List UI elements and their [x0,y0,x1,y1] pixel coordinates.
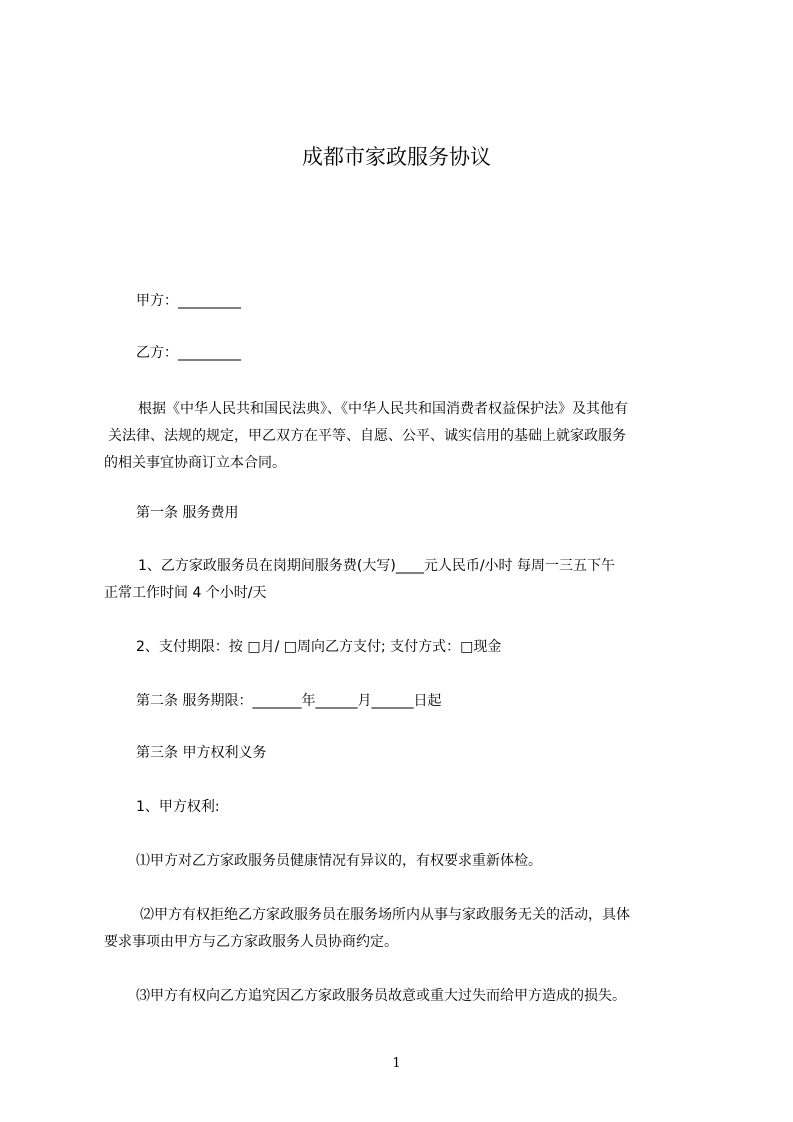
preamble-line-1: 根据《中华人民共和国民法典》、《中华人民共和国消费者权益保护法》及其他有 [138,401,628,417]
article-2-service-period: 第二条 服务期限：_______年______月______日起 [136,693,442,709]
article-1-heading: 第一条 服务费用 [136,505,239,521]
party-a-line: 甲方：_________ [136,293,241,309]
right-item-2 [104,902,704,956]
right-item-3: ⑶甲方有权向乙方追究因乙方家政服务员故意或重大过失而给甲方造成的损失。 [136,988,626,1004]
preamble-line-2: 关法律、法规的规定，甲乙双方在平等、自愿、公平、诚实信用的基础上就家政服务 [108,428,626,444]
party-b-line: 乙方：_________ [136,345,241,361]
article-3-heading: 第三条 甲方权利义务 [136,745,267,761]
right-item-2-line-2: 要求事项由甲方与乙方家政服务人员协商约定。 [104,934,398,950]
article-1-item-1-line-2: 正常工作时间 4 个小时/天 [104,585,267,601]
preamble-paragraph [104,396,704,477]
document-title: 成都市家政服务协议 [302,145,491,169]
article-1-item-1-line-1: 1、乙方家政服务员在岗期间服务费(大写)____元人民币/小时 每周一三五下午 [138,558,615,574]
article-1-item-1 [104,553,704,607]
page-number: 1 [392,1056,401,1071]
article-1-item-2: 2、支付期限：按 □月/ □周向乙方支付; 支付方式：□现金 [136,639,502,655]
right-item-1: ⑴甲方对乙方家政服务员健康情况有异议的，有权要求重新体检。 [136,853,542,869]
right-item-2-line-1: ⑵甲方有权拒绝乙方家政服务员在服务场所内从事与家政服务无关的活动，具体 [140,907,630,923]
preamble-line-3: 的相关事宜协商订立本合同。 [104,455,286,471]
party-a-rights-heading: 1、甲方权利: [136,799,220,815]
